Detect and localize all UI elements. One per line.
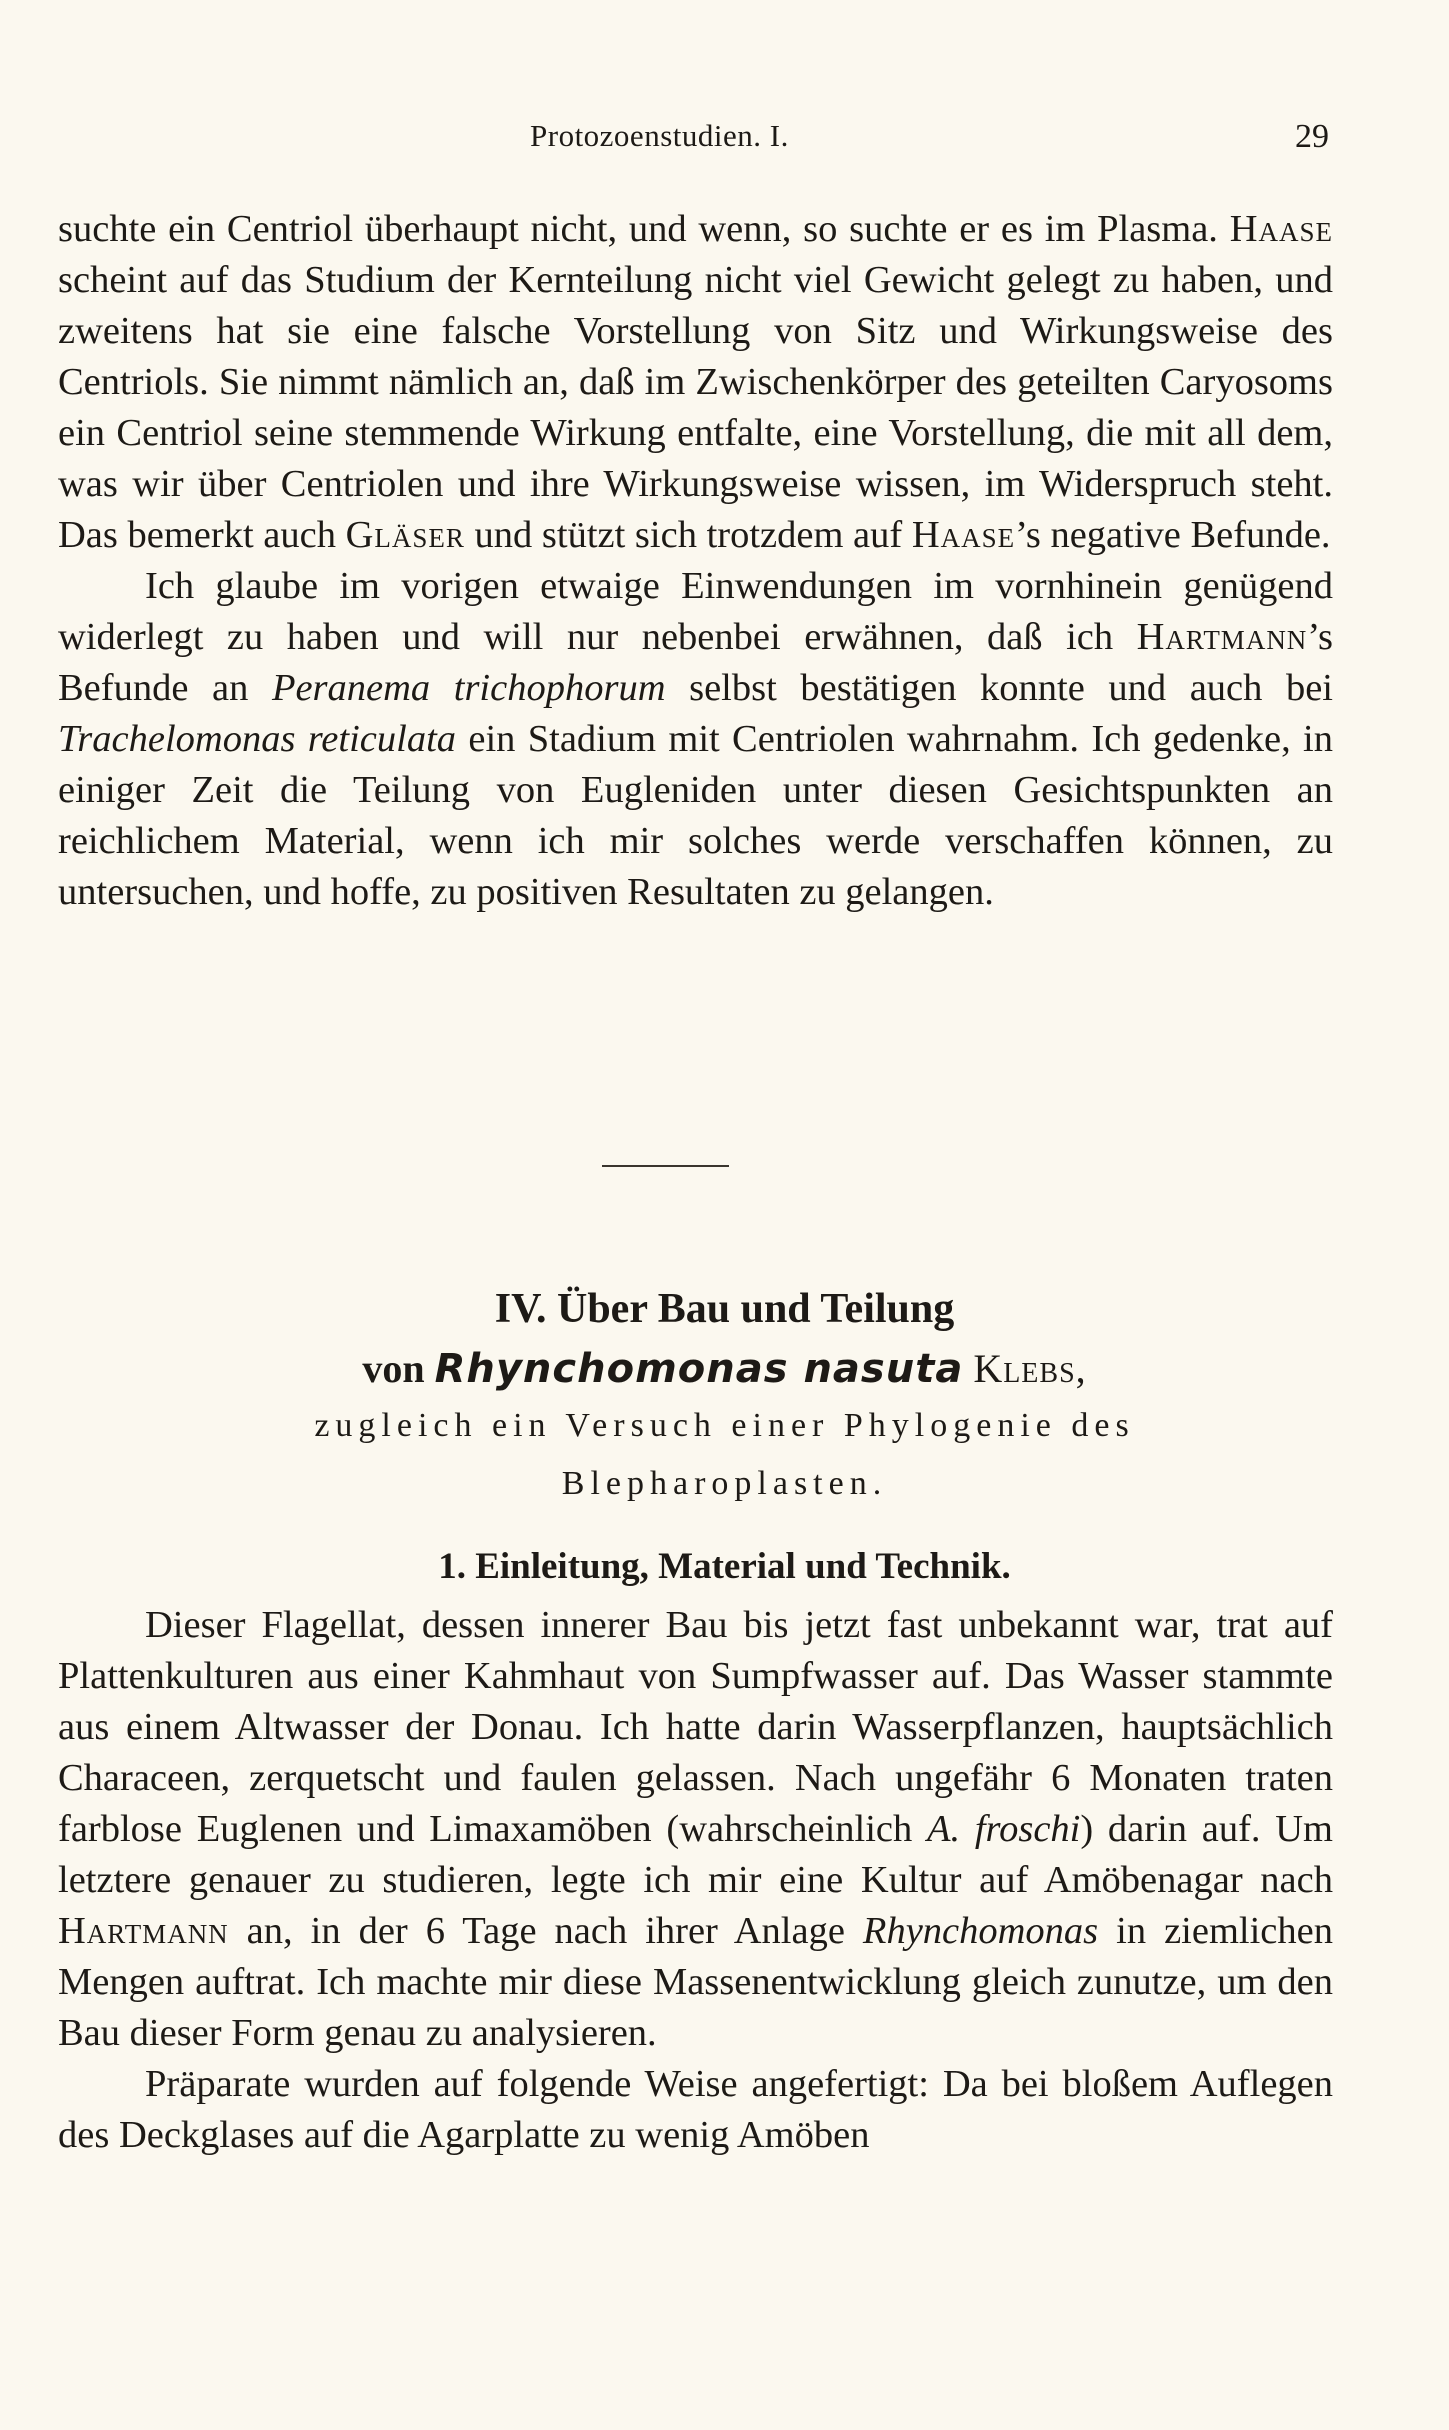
text-run: in ziemlichen Mengen auftrat. Ich machte mir diese Massenentwicklung gleich zunutze, um den Bau dieser Form genau zu analysieren. <box>58 1910 1333 2054</box>
author-name: Hartmann <box>1136 616 1308 658</box>
page-number: 29 <box>1295 118 1329 155</box>
author-name: Gläser <box>345 514 465 556</box>
species-name: Peranema trichophorum <box>271 667 666 709</box>
section-title-genus: Rhynchomonas nasuta <box>434 1346 964 1392</box>
section-title-author: Klebs, <box>973 1346 1087 1391</box>
species-name: Trachelomonas reticulata <box>58 718 457 760</box>
species-name: Rhynchomonas <box>862 1910 1099 1952</box>
author-name: Haase <box>911 514 1016 556</box>
text-run: Präparate wurden auf folgende Weise angefertigt: Da bei bloßem Auflegen des Deckglases auf die Agarplatte zu wenig Amöben <box>58 2063 1333 2156</box>
text-run: Ich glaube im vorigen etwaige Einwendungen im vornhinein genügend widerlegt zu haben und will nur nebenbei erwähnen, daß ich <box>58 565 1333 658</box>
paragraph <box>58 204 1333 561</box>
author-name: Haase <box>1229 208 1333 250</box>
section-subtitle-line2: Blepharoplasten. <box>561 1465 888 1502</box>
text-run: Dieser Flagellat, dessen innerer Bau bis jetzt fast unbekannt war, trat auf Plattenkulturen aus einer Kahmhaut von Sumpfwasser auf. Das Wasser stammte aus einem Altwasser der Donau. Ich hatte darin Wasserpflanzen, hauptsächlich Characeen, zerquetscht und faulen gelassen. Nach ungefähr 6 Monaten traten farblose Euglenen und Limaxamöben (wahrscheinlich <box>58 1604 1333 1850</box>
text-run: ) darin auf. Um letztere genauer zu studieren, legte ich mir eine Kultur auf Amöbenagar nach <box>58 1808 1333 1901</box>
section-subtitle-line1: zugleich ein Versuch einer Phylogenie des <box>314 1407 1135 1444</box>
section-title-line2 <box>0 1345 1449 1392</box>
text-run: suchte ein Centriol überhaupt nicht, und wenn, so suchte er es im Plasma. <box>58 208 1230 250</box>
species-name: A. froschi <box>926 1808 1081 1850</box>
body-text-part2 <box>58 1600 1333 2161</box>
paragraph <box>58 1600 1333 2059</box>
section-divider <box>602 1165 729 1167</box>
text-run: ’s Befunde an <box>58 616 1333 709</box>
text-run: scheint auf das Studium der Kernteilung nicht viel Gewicht gelegt zu haben, und zweitens hat sie eine falsche Vorstellung von Sitz und Wirkungsweise des Centriols. Sie nimmt nämlich an, daß im Zwischenkörper des geteilten Caryosoms ein Centriol seine stemmende Wirkung entfalte, eine Vorstellung, die mit all dem, was wir über Centriolen und ihre Wirkungsweise wissen, im Widerspruch steht. Das bemerkt auch <box>58 259 1333 556</box>
section-title: IV. Über Bau und Teilung <box>494 1286 955 1332</box>
text-run: ein Stadium mit Centriolen wahrnahm. Ich gedenke, in einiger Zeit die Teilung von Eugleniden unter diesen Gesichtspunkten an reichlichem Material, wenn ich mir solches werde verschaffen können, zu untersuchen, und hoffe, zu positiven Resultaten zu gelangen. <box>58 718 1333 913</box>
text-run: selbst bestätigen konnte und auch bei <box>665 667 1334 709</box>
text-run: an, in der 6 Tage nach ihrer Anlage <box>228 1910 863 1952</box>
section-title-von: von <box>362 1346 435 1391</box>
text-run: ’s negative Befunde. <box>1015 514 1331 556</box>
body-text-part1 <box>58 204 1333 918</box>
subsection-heading: 1. Einleitung, Material und Technik. <box>438 1546 1011 1587</box>
author-name: Hartmann <box>58 1910 229 1952</box>
paragraph <box>58 2059 1333 2161</box>
running-head: Protozoenstudien. I. <box>530 118 789 153</box>
text-run: und stützt sich trotzdem auf <box>464 514 912 556</box>
paragraph <box>58 561 1333 918</box>
